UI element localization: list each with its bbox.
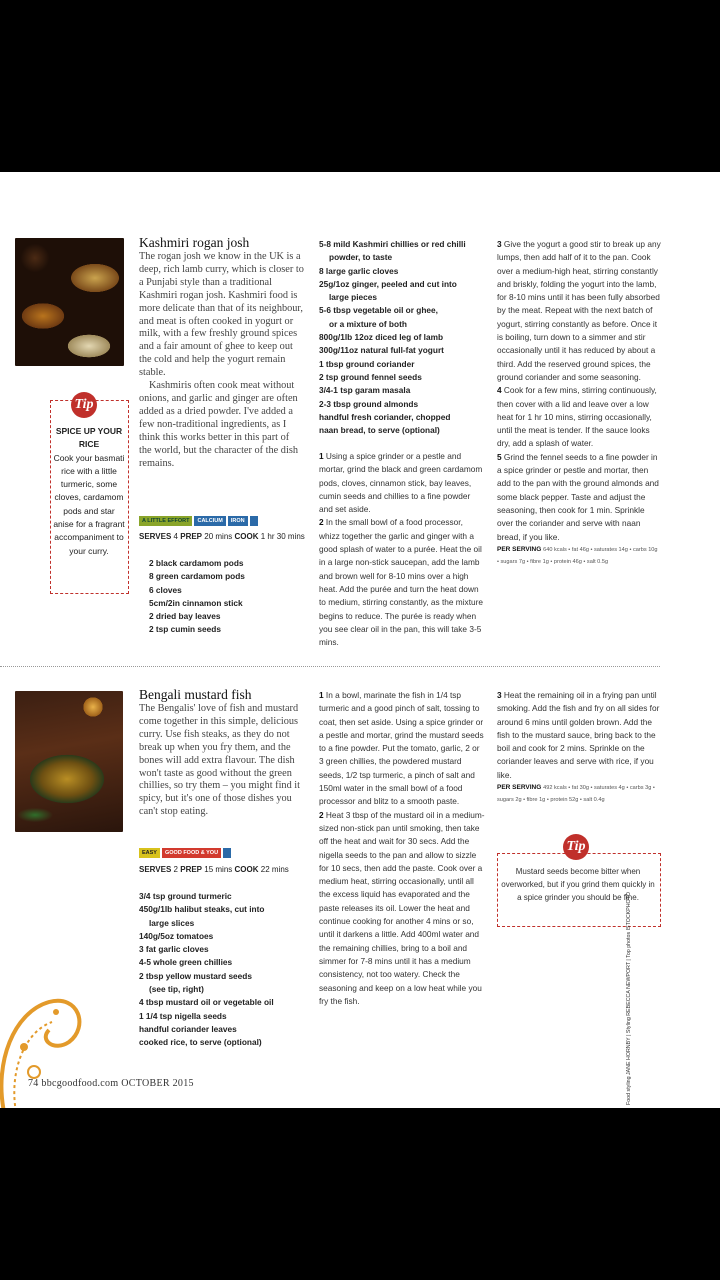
recipe-title: Kashmiri rogan josh (139, 235, 250, 250)
tip-badge: Tip (563, 834, 589, 860)
page-footer (28, 1078, 194, 1089)
ingredient-item: 450g/1lb halibut steaks, cut into (139, 904, 265, 915)
ingredient-item: 2 dried bay leaves (149, 611, 221, 622)
ingredient-item: handful fresh coriander, chopped (319, 411, 451, 422)
nutrition-info: PER SERVING 492 kcals • fat 30g • saturates 4g • carbs 3g • sugars 2g • fibre 1g • protein 52g • salt 0.4g (497, 784, 655, 804)
ingredient-item: 5cm/2in cinnamon stick (149, 597, 243, 608)
ingredient-item: (see tip, right) (149, 984, 204, 995)
intro-paragraph: The Bengalis' love of fish and mustard come together in this simple, delicious curry. Use fish steaks, as they do not break up when you fry them, and the bones will add extra flavour. The dish won't taste as good without the green chillies, so try them – you might find it spicy, but it's one of those dishes you can't stop eating. (139, 703, 301, 818)
ingredient-item: handful coriander leaves (139, 1023, 237, 1034)
ingredient-item: 2 black cardamom pods (149, 558, 244, 568)
issue-date: OCTOBER 2015 (121, 1078, 194, 1089)
freeze-icon (250, 516, 258, 526)
ingredient-item: large pieces (329, 292, 377, 303)
rogan-josh-photo (15, 238, 124, 366)
ingredient-item: powder, to taste (329, 252, 393, 263)
ingredient-item: naan bread, to serve (optional) (319, 425, 440, 436)
tip-badge: Tip (71, 392, 97, 418)
ingredient-item: 4 tbsp mustard oil or vegetable oil (139, 997, 274, 1008)
ingredient-item: 800g/1lb 12oz diced leg of lamb (319, 332, 444, 343)
ingredient-item: large slices (149, 917, 195, 928)
method-step: 3 Heat the remaining oil in a frying pan until smoking. Add the fish and fry on all sides for around 6 mins until golden brown. Add the fish to the mustard sauce, bring back to the boil and cook for 2 mins. Sprinkle on the coriander leaves and serve with rice, if you like. (497, 690, 660, 780)
ingredient-item: 4-5 whole green chillies (139, 957, 233, 968)
ingredient-item: 140g/5oz tomatoes (139, 930, 214, 941)
step-number: 3 (497, 690, 504, 700)
method-steps (497, 238, 661, 568)
tip-body: Cook your basmati rice with a little turmeric, some cloves, cardamom pods and star anise for a fragrant accompaniment to your curry. (53, 452, 125, 556)
method-step: 1 Using a spice grinder or a pestle and mortar, grind the black and green cardamom pods, cloves, cinnamon stick, bay leaves, cumin seeds and chillies to a fine powder and set aside. (319, 451, 483, 515)
ingredient-item: or a mixture of both (329, 318, 407, 329)
step-number: 1 (319, 690, 326, 700)
magazine-page (0, 172, 720, 1108)
section-divider (0, 666, 660, 667)
intro-paragraph: The rogan josh we know in the UK is a deep, rich lamb curry, which is closer to a Punjabi style than a traditional Kashmiri rogan josh. Kashmiri food is more delicate than that of its neighbour, and meat is often cooked in yogurt or milk, with a few freshly ground spices and a fair amount of ghee to keep out the cold and help the yogurt remain stable. (139, 251, 304, 379)
freeze-icon (223, 848, 231, 858)
method-steps (319, 450, 485, 649)
method-step: 2 Heat 3 tbsp of the mustard oil in a medium-sized non-stick pan until smoking, then take off the heat and wait for 30 secs. Add the nigella seeds to the pan and allow to sizzle for 10 secs, then add the paste. Cook over a medium heat, stirring occasionally, until all the excess liquid has evaporated and the paste releases its oil. Lower the heat and continue cooking for another 4 mins or so, until it darkens a little. Add 400ml water and the remaining chillies, bring to a boil and simmer for 7-8 mins until it has a medium consistency, not too watery. Check the seasoning and keep on a low heat while you fry the fish. (319, 809, 485, 1006)
ingredient-item: 6 cloves (149, 584, 182, 595)
ingredient-item: 5-6 tbsp vegetable oil or ghee, (319, 305, 438, 316)
tip-heading: SPICE UP YOUR RICE (55, 426, 123, 450)
ingredient-item: 300g/11oz natural full-fat yogurt (319, 345, 444, 356)
ingredient-item: 2 tsp cumin seeds (149, 624, 221, 635)
method-steps (319, 689, 485, 1008)
calcium-badge: CALCIUM (194, 516, 225, 526)
step-number: 2 (319, 517, 326, 528)
step-number: 1 (319, 451, 326, 461)
ingredient-item: 1 tbsp ground coriander (319, 358, 415, 369)
tip-text-rice (52, 425, 126, 558)
iron-badge: IRON (228, 516, 248, 526)
ingredient-item: 2 tsp ground fennel seeds (319, 371, 422, 382)
page-number: 74 (28, 1078, 39, 1089)
method-step: 3 Give the yogurt a good stir to break up any lumps, then add half of it to the pan. Cook over a medium-high heat, stirring constantly and briskly, folding the yogurt into the lamb, for 8-10 mins until it has been fully absorbed by the meat. Repeat with the next batch of yogurt, stirring constantly as before. Once it is boiling, turn down to a simmer and stir occasionally until it has reduced by about a third. Add the reserved ground spices, the ground coriander and some seasoning. (497, 239, 661, 382)
ingredient-item: 5-8 mild Kashmiri chillies or red chilli (319, 239, 466, 249)
ingredient-item: 2-3 tbsp ground almonds (319, 398, 419, 409)
recipe-intro (139, 703, 304, 819)
nutrition-info: PER SERVING 640 kcals • fat 46g • saturates 14g • carbs 10g • sugars 7g • fibre 1g • protein 46g • salt 0.5g (497, 545, 658, 565)
ingredient-item: 25g/1oz ginger, peeled and cut into (319, 278, 457, 289)
step-number: 3 (497, 239, 504, 249)
ingredient-item: 1 1/4 tsp nigella seeds (139, 1010, 227, 1021)
recipe-badges (139, 516, 258, 526)
ingredient-item: cooked rice, to serve (optional) (139, 1037, 262, 1048)
recipe-intro (139, 251, 304, 470)
method-step: 5 Grind the fennel seeds to a fine powder in a spice grinder or pestle and mortar, then add to the pan with the ground almonds and some black pepper. Taste and adjust the seasoning, then cook for 1 min. Sprinkle over the coriander and serve with naan bread, if you like. (497, 451, 659, 542)
ingredient-item: 3/4-1 tsp garam masala (319, 385, 411, 396)
ingredient-item: 3 fat garlic cloves (139, 944, 209, 955)
method-steps (497, 689, 661, 806)
intro-paragraph: Kashmiris often cook meat without onions, and garlic and ginger are often added as a dried powder. I've added a few non-traditional ingredients, as I think this works better in this part of the world, but the character of the dish remains. (139, 380, 298, 469)
photo-credit: Food styling JANE HORNBY | Styling REBECCA NEWPORT | Top photos ISTOCKPHOTO (626, 892, 632, 1105)
step-number: 2 (319, 809, 326, 820)
serves-line: SERVES 4 PREP 20 mins COOK 1 hr 30 mins (139, 532, 305, 541)
recipe-title: Bengali mustard fish (139, 687, 252, 702)
serves-line: SERVES 2 PREP 15 mins COOK 22 mins (139, 865, 289, 874)
method-step: 2 In the small bowl of a food processor, whizz together the garlic and ginger with a good splash of water to a purée. Heat the oil in a large non-stick saucepan, add the lamb and brown well for 8-10 mins over a high heat. Add the purée and turn the heat down to medium, stirring constantly, as the mixture begins to reduce. The purée is ready when you see clear oil in the pan, this will take 3-5 mins. (319, 517, 484, 648)
method-step: 1 In a bowl, marinate the fish in 1/4 tsp turmeric and a good pinch of salt, tossing to coat, then set aside. Using a spice grinder or a pestle and mortar, grind the mustard seeds to a fine powder. Put the tomato, garlic, 2 or 3 green chillies, the powdered mustard seeds, 1/2 tsp turmeric, a pinch of salt and 150ml water in the small bowl of a food processor and blitz to a smooth paste. (319, 690, 484, 807)
method-step: 4 Cook for a few mins, stirring continuously, then cover with a lid and leave over a low heat for 1 hr 10 mins, stirring occasionally, until the meat is tender. If the sauce looks dry, add a splash of water. (497, 385, 657, 449)
step-number: 5 (497, 451, 504, 462)
ingredient-item: 8 large garlic cloves (319, 265, 399, 276)
effort-badge: A LITTLE EFFORT (139, 516, 192, 526)
ingredients-list (139, 557, 304, 637)
ingredient-item: 3/4 tsp ground turmeric (139, 891, 232, 901)
ingredient-item: 2 tbsp yellow mustard seeds (139, 970, 252, 981)
ingredients-list (319, 238, 484, 437)
tip-text-mustard: Mustard seeds become bitter when overworked, but if you grind them quickly in a spice grinder you should be fine. (501, 867, 655, 902)
mustard-fish-photo (15, 691, 123, 832)
good-food-badge: GOOD FOOD & YOU (162, 848, 221, 858)
ingredient-item: 8 green cardamom pods (149, 571, 245, 582)
step-number: 4 (497, 385, 504, 396)
site-name: bbcgoodfood.com (41, 1078, 119, 1089)
easy-badge: EASY (139, 848, 160, 858)
ingredients-list (139, 890, 304, 1050)
recipe-badges (139, 848, 231, 858)
